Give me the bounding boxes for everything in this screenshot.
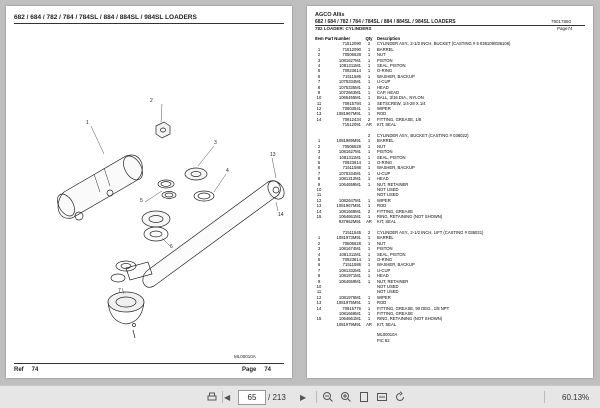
row-item: 11 (316, 192, 322, 198)
right-page (307, 6, 593, 378)
row-part-number: 1081332M1 (338, 267, 361, 273)
row-qty: 1 (367, 240, 371, 246)
row-part-number: 71511586 (342, 262, 361, 268)
row-qty: 1 (367, 111, 371, 117)
row-item: 9 (317, 181, 321, 187)
row-qty: 1 (367, 213, 371, 219)
row-item: 7 (317, 170, 321, 176)
row-description: FITTING, GREASE (377, 208, 414, 214)
row-part-number: 937862M91 (338, 219, 361, 225)
row-item: 5 (317, 159, 321, 165)
row-item: 1 (317, 46, 321, 52)
row-description: ROD (377, 203, 387, 209)
row-description: SEAL, PISTON (377, 62, 406, 68)
row-item: 2 (317, 143, 321, 149)
callout-3: 3 (214, 140, 217, 146)
row-description: FITTING, GREASE, 1/8 (377, 116, 422, 122)
row-item: 13 (316, 203, 322, 209)
right-page-title: 682 / 684 / 782 / 784 / 784SL / 884 / 884SL / 984SL LOADERS (315, 19, 456, 25)
footer-page-value: 74 (264, 367, 272, 373)
row-part-number: 1081969M91 (336, 138, 361, 144)
parts-rows (315, 41, 587, 343)
row-description: KIT, SEAL (377, 321, 397, 327)
row-item: 13 (316, 300, 322, 306)
row-qty: 1 (367, 95, 371, 101)
row-description: CYLINDER ASY., 2-1/2 INCH, BUCKET (CASTING # 5 036109/036106) (377, 41, 511, 47)
row-item: 7 (317, 79, 321, 85)
row-item: 4 (317, 62, 321, 68)
row-part-number: 1064659M1 (338, 278, 361, 284)
row-description: PISTON (377, 57, 393, 63)
row-item: 14 (316, 305, 322, 311)
separator (316, 391, 317, 403)
row-item: 8 (317, 176, 321, 182)
zoom-level[interactable]: 60.13% (562, 393, 590, 402)
row-qty: 1 (367, 79, 371, 85)
row-part-number: 1081979M91 (336, 321, 361, 327)
row-description: NUT, RETAINER (377, 181, 409, 187)
row-qty: 1 (367, 73, 371, 79)
row-qty: 1 (367, 262, 371, 268)
row-description: BARREL (377, 235, 394, 241)
row-description: NOT USED (377, 186, 399, 192)
row-qty: 1 (367, 197, 371, 203)
next-page-icon[interactable]: ▶ (300, 392, 307, 402)
row-description: NUT, RETAINER (377, 278, 409, 284)
row-part-number: 1081674M1 (338, 246, 361, 252)
row-qty: 1 (367, 176, 371, 182)
row-item: 5 (317, 257, 321, 263)
row-qty: 1 (367, 305, 371, 311)
row-description: KIT, SEAL (377, 122, 397, 128)
row-part-number: 71512090 (342, 46, 361, 52)
row-qty: 1 (367, 300, 371, 306)
figure-code: ML00010A (234, 354, 256, 359)
row-description: WIPER (377, 294, 391, 300)
row-description: HEAD (377, 273, 389, 279)
parts-table (315, 36, 587, 343)
footer-page (242, 367, 271, 373)
row-item: 6 (317, 73, 321, 79)
row-description: WASHER, BACKUP (377, 262, 415, 268)
callout-6: 6 (170, 244, 173, 250)
row-part-number: 1075334M1 (338, 79, 361, 85)
row-item: 10 (316, 186, 322, 192)
row-qty: 2 (367, 41, 371, 47)
row-qty: 1 (367, 62, 371, 68)
print-icon[interactable] (206, 390, 218, 404)
row-description: WASHER, BACKUP (377, 73, 415, 79)
row-description: PISTON (377, 149, 393, 155)
row-part-number: 71511586 (342, 73, 361, 79)
row-qty: 1 (367, 100, 371, 106)
row-description: FITTING, GREASE, 90 DEG., 1/8 NPT (377, 305, 450, 311)
row-part-number: 71511586 (342, 165, 361, 171)
row-description: U-CUP (377, 267, 391, 273)
row-part-number: 70506628 (342, 240, 361, 246)
left-page-title: 682 / 684 / 782 / 784 / 784SL / 884 / 884SL / 984SL LOADERS (14, 14, 197, 21)
row-description: PISTON (377, 246, 393, 252)
separator (222, 391, 223, 403)
row-qty: 1 (367, 138, 371, 144)
row-qty: 1 (367, 159, 371, 165)
row-part-number: 1081669M1 (338, 208, 361, 214)
row-description: NOT USED (377, 289, 399, 295)
row-description: NOT USED (377, 283, 399, 289)
row-qty: 1 (367, 154, 371, 160)
row-qty: 2 (367, 116, 371, 122)
row-item: 9 (317, 278, 321, 284)
row-description: CYLINDER ASY., BUCKET (CASTING # 036022) (377, 133, 469, 139)
row-part-number: 70915794 (342, 100, 361, 106)
row-qty: 2 (367, 230, 371, 236)
row-description: O-RING (377, 257, 393, 263)
row-description: O-RING (377, 159, 393, 165)
row-item: 11 (316, 289, 322, 295)
row-item: 6 (317, 262, 321, 268)
col-qty: Qty (365, 36, 373, 41)
row-description: NUT (377, 52, 386, 58)
callout-2: 2 (150, 98, 153, 104)
row-qty: 1 (367, 149, 371, 155)
row-description: FITTING, GREASE (377, 310, 414, 316)
row-description: O-RING (377, 68, 393, 74)
callout-4: 4 (226, 168, 229, 174)
row-qty: 1 (367, 165, 371, 171)
row-item: 1 (317, 138, 321, 144)
footer-rule (14, 363, 284, 364)
row-part-number: 1081967M91 (336, 111, 361, 117)
row-qty: 1 (367, 143, 371, 149)
row-description: CAP, HEAD (377, 89, 400, 95)
row-qty: 1 (367, 246, 371, 252)
row-part-number: 1064661M1 (338, 213, 361, 219)
row-qty: 1 (367, 89, 371, 95)
row-part-number: 1064661M1 (338, 316, 361, 322)
row-item: 15 (316, 316, 322, 322)
page-number-input[interactable]: 65 (238, 390, 266, 405)
row-description: CYLINDER ASY., 2-1/2 INCH, LIFT (CASTING # 036021) (377, 230, 484, 236)
separator (544, 391, 545, 403)
row-item: 9 (317, 89, 321, 95)
row-qty: 2 (367, 208, 371, 214)
row-qty: 1 (367, 181, 371, 187)
row-part-number: 1065455M1 (338, 95, 361, 101)
row-description: WASHER, BACKUP (377, 165, 415, 171)
callout-7: 7 (118, 288, 121, 294)
left-page (6, 6, 292, 378)
fit-page-icon[interactable] (358, 390, 370, 404)
footer-ref-label: Ref (14, 367, 24, 373)
row-qty: 1 (367, 257, 371, 263)
row-description: NUT (377, 240, 386, 246)
row-description: NOT USED (377, 192, 399, 198)
row-description: RING, RETAINING (NOT SHOWN) (377, 316, 443, 322)
row-part-number: 1081311M1 (339, 62, 361, 68)
row-description: ML00010A (377, 332, 398, 338)
row-part-number: 70506628 (342, 143, 361, 149)
page-label: Page74 (557, 26, 573, 31)
table-row (315, 338, 587, 343)
row-qty: AR (366, 321, 372, 327)
row-description: U-CUP (377, 79, 391, 85)
row-item: 12 (316, 294, 322, 300)
row-part-number: 1081976M1 (338, 294, 361, 300)
row-description: NUT (377, 143, 386, 149)
row-description: WIPER (377, 197, 391, 203)
row-part-number: 1081627M1 (338, 57, 361, 63)
row-part-number: 71511545 (342, 230, 361, 236)
row-description: HEAD (377, 84, 389, 90)
row-qty: AR (366, 219, 372, 225)
row-part-number: 1072663M1 (338, 89, 361, 95)
row-item: 11 (316, 100, 322, 106)
row-qty: 1 (367, 294, 371, 300)
row-part-number: 1064659M1 (338, 181, 361, 187)
row-description: SETSCREW, 1/4-28 X 1/4 (377, 100, 426, 106)
row-qty: 1 (367, 68, 371, 74)
row-qty: 1 (367, 273, 371, 279)
row-qty: 1 (367, 57, 371, 63)
rotate-icon[interactable] (394, 390, 406, 404)
row-part-number: 1081967M91 (336, 203, 361, 209)
callout-5: 5 (140, 198, 143, 204)
row-part-number: 70912434 (342, 116, 361, 122)
row-qty: 2 (367, 133, 371, 139)
row-description: ROD (377, 111, 387, 117)
row-item: 12 (316, 106, 322, 112)
row-item: 4 (317, 251, 321, 257)
zoom-in-icon[interactable] (340, 390, 352, 404)
row-item: 12 (316, 197, 322, 203)
row-part-number: 70506628 (342, 52, 361, 58)
row-qty: 1 (367, 52, 371, 58)
row-part-number: 70923614 (342, 159, 361, 165)
brand-label: AGCO Allis (315, 12, 345, 18)
row-item: 1 (317, 235, 321, 241)
row-item: 10 (316, 95, 322, 101)
row-qty: 1 (367, 310, 371, 316)
row-item: 8 (317, 84, 321, 90)
footer-ref-value: 74 (31, 367, 39, 373)
row-part-number: 1081971M1 (338, 273, 361, 279)
row-description: U-CUP (377, 170, 391, 176)
row-part-number: 1081311M1 (339, 251, 361, 257)
row-qty: 1 (367, 84, 371, 90)
row-qty: 1 (367, 251, 371, 257)
row-item: 13 (316, 111, 322, 117)
row-item: 2 (317, 240, 321, 246)
col-description: Description (377, 36, 401, 41)
row-item: 10 (316, 283, 322, 289)
row-description: ROD (377, 300, 387, 306)
col-part-number: Part Number (325, 36, 351, 41)
row-item: 14 (316, 208, 322, 214)
row-part-number: 1081627M1 (338, 149, 361, 155)
col-item: Item (315, 36, 324, 41)
prev-page-icon[interactable]: ◀ (224, 392, 231, 402)
row-qty: AR (366, 122, 372, 128)
row-qty: 1 (367, 203, 371, 209)
row-description: HEAD (377, 176, 389, 182)
row-qty: 1 (367, 316, 371, 322)
row-item: 6 (317, 165, 321, 171)
callout-1: 1 (86, 120, 89, 126)
row-item: 5 (317, 68, 321, 74)
row-item: 4 (317, 154, 321, 160)
row-part-number: 1075334M1 (338, 170, 361, 176)
row-description: BALL, 3/16 DIA., NYLON (377, 95, 424, 101)
doc-number: 79017860 (551, 19, 572, 24)
row-part-number: 70803541 (342, 106, 361, 112)
row-part-number: 1082647M1 (338, 197, 361, 203)
row-item: 15 (316, 213, 322, 219)
row-part-number: 70923614 (342, 68, 361, 74)
exploded-parts-drawing (6, 6, 292, 378)
row-qty: 1 (367, 170, 371, 176)
footer-ref (14, 367, 38, 373)
row-part-number: 70915776 (342, 305, 361, 311)
row-description: RING, RETAINING (NOT SHOWN) (377, 213, 443, 219)
row-item: 8 (317, 273, 321, 279)
row-qty: 1 (367, 46, 371, 52)
row-part-number: 1075335M1 (338, 84, 361, 90)
row-qty: 1 (367, 278, 371, 284)
callout-14: 14 (278, 212, 284, 218)
fit-width-icon[interactable] (376, 390, 388, 404)
row-description: SEAL, PISTON (377, 251, 406, 257)
row-description: BARREL (377, 138, 394, 144)
row-item: 7 (317, 267, 321, 273)
row-qty: 1 (367, 267, 371, 273)
row-description: SEAL, PISTON (377, 154, 406, 160)
footer-page-label: Page (242, 367, 257, 373)
row-part-number: 1081973M91 (336, 235, 361, 241)
row-part-number: 1081975M91 (336, 300, 361, 306)
row-item: 3 (317, 149, 321, 155)
row-part-number: 71512091 (342, 122, 361, 128)
row-item: 3 (317, 57, 321, 63)
row-description: KIT, SEAL (377, 219, 397, 225)
row-part-number: 70923614 (342, 257, 361, 263)
row-description: WIPER (377, 106, 391, 112)
row-item: 2 (317, 52, 321, 58)
section-title: 782 LOADER: CYLINDERS (315, 26, 372, 31)
zoom-out-icon[interactable] (322, 390, 334, 404)
page-total: / 213 (268, 393, 286, 402)
row-part-number: 1081311M1 (339, 154, 361, 160)
row-qty: 1 (367, 106, 371, 112)
header-rule (315, 25, 585, 26)
row-qty: 1 (367, 235, 371, 241)
row-part-number: 71512090 (342, 41, 361, 47)
row-part-number: 1081312M1 (338, 176, 361, 182)
row-description: BARREL (377, 46, 394, 52)
row-item: 3 (317, 246, 321, 252)
row-item: 14 (316, 116, 322, 122)
row-part-number: 1081669M1 (338, 310, 361, 316)
row-description: FIC 62 (377, 337, 390, 343)
pdf-toolbar (0, 385, 600, 408)
callout-13: 13 (270, 152, 276, 158)
